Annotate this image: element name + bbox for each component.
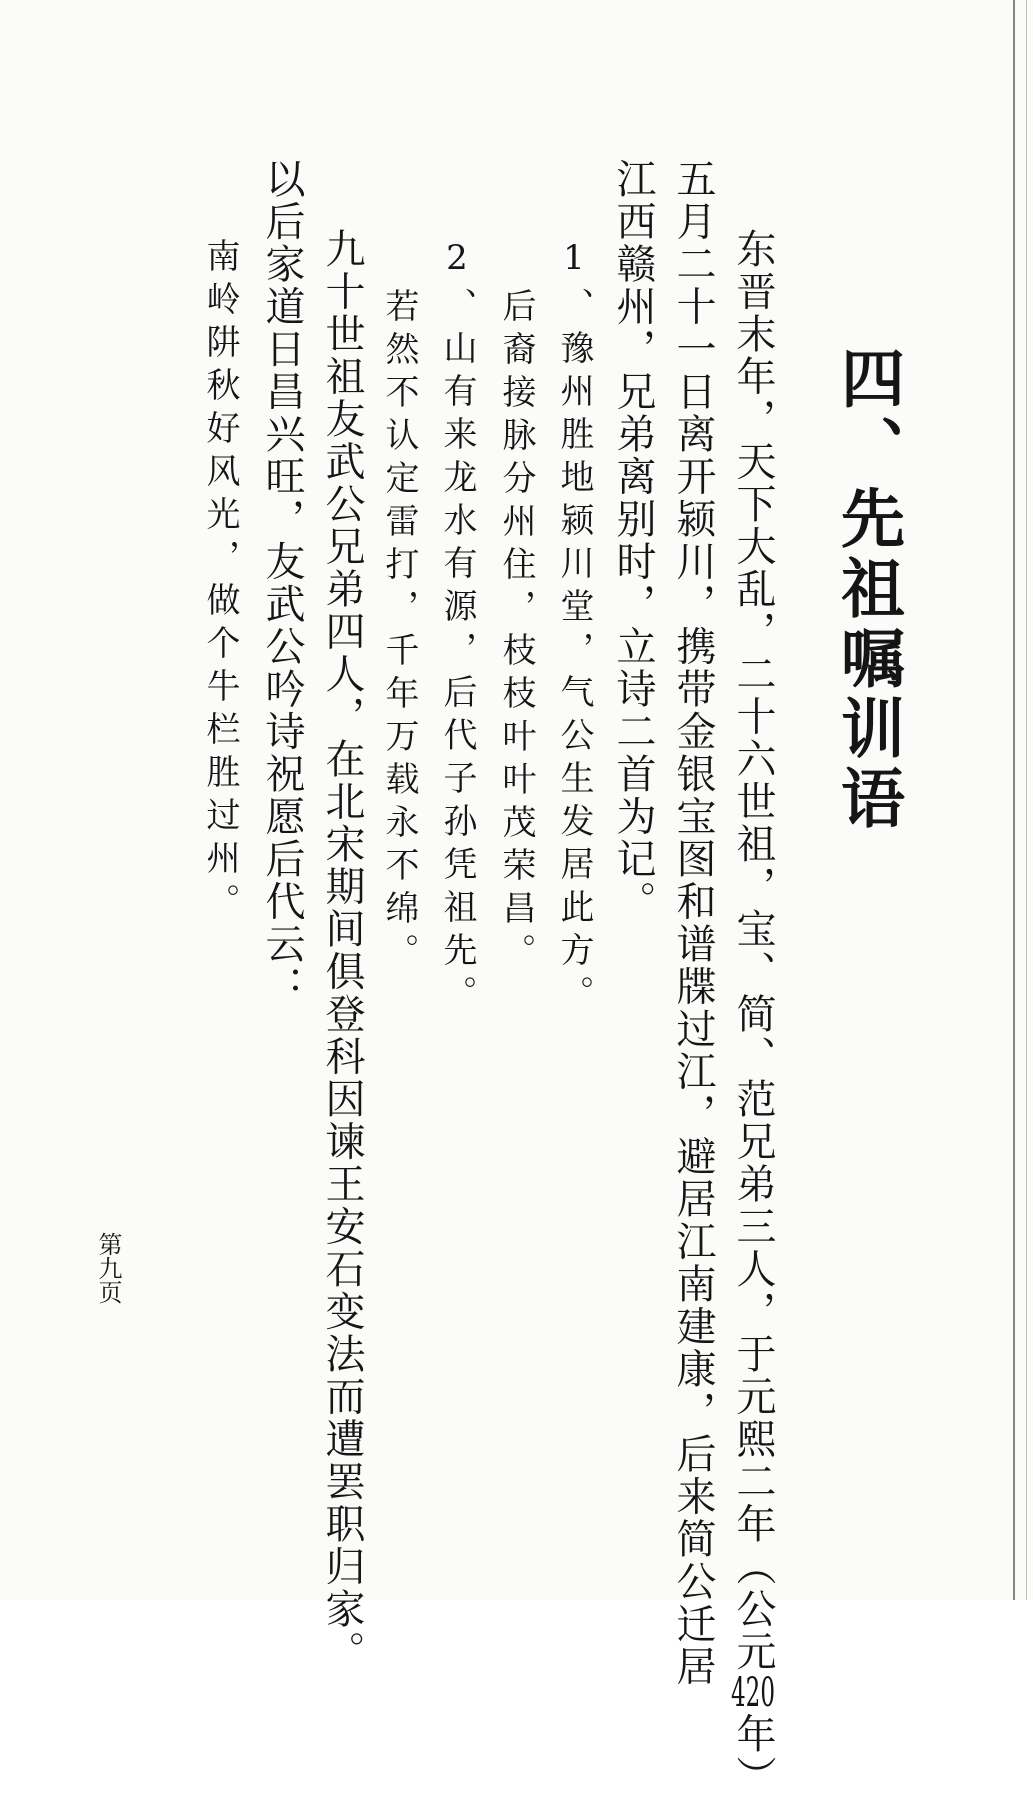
section-title: 四、先祖嘱训语: [830, 345, 904, 835]
poem-1-line-2: 后裔接脉分州住，枝枝叶叶茂荣昌。: [496, 288, 536, 976]
poem-2-line-1: 2、山有来龙水有源，后代子孙凭祖先。: [437, 238, 477, 1018]
poem-3-line-1: 南岭阱秋好风光，做个牛栏胜过州。: [200, 238, 240, 926]
text-column-8: 九十世祖友武公兄弟四人，在北宋期间俱登科因谏王安石变法而遭罢职归家。: [319, 228, 365, 1673]
poem-2-line-2: 若然不认定雷打，千年万载永不绵。: [379, 288, 419, 976]
scan-edge-line-inner: [1026, 0, 1027, 1600]
text-column-3: 江西赣州，兄弟离别时，立诗二首为记。: [610, 158, 656, 923]
poem-1-line-1: 1、豫州胜地颍川堂，气公生发居此方。: [554, 238, 594, 1018]
text-column-9: 以后家道日昌兴旺，友武公吟诗祝愿后代云：: [259, 158, 305, 1008]
page-number: 第九页: [94, 1232, 122, 1304]
text-column-1: 东晋末年，天下大乱，二十六世祖，宝、简、范兄弟三人，于元熙二年（公元420年）: [730, 228, 776, 1798]
text-column-2: 五月二十一日离开颍川，携带金银宝图和谱牒过江，避居江南建康，后来简公迁居: [670, 158, 716, 1688]
scan-edge-line: [1013, 0, 1015, 1600]
